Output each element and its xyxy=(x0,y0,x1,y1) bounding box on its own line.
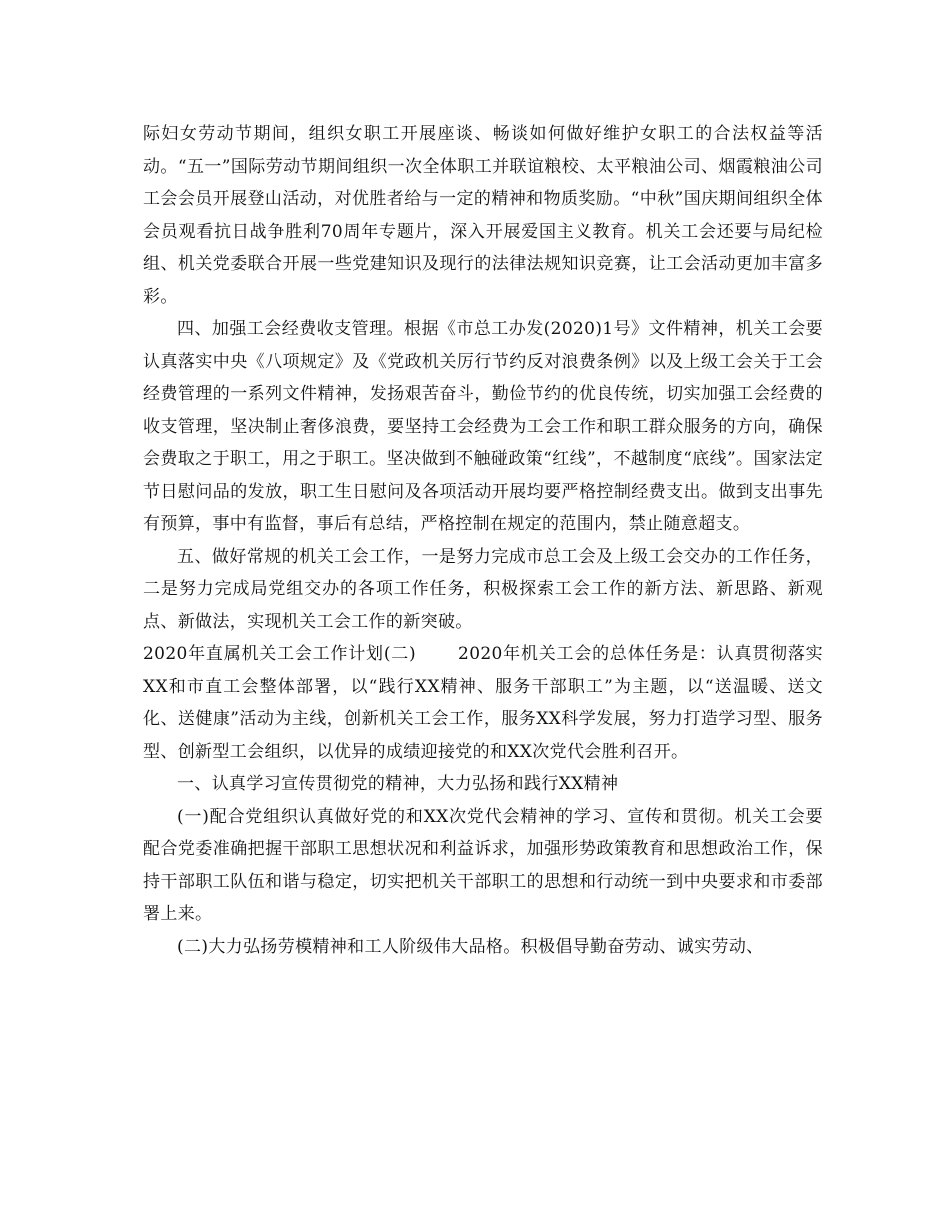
paragraph-model-worker-spirit: (二)大力弘扬劳模精神和工人阶级伟大品格。积极倡导勤奋劳动、诚实劳动、 xyxy=(177,936,764,957)
paragraph-routine-union-work: 五、做好常规的机关工会工作，一是努力完成市总工会及上级工会交办的工作任务，二是努力完成局党组交办的各项工作任务，积极探索工会工作的新方法、新思路、新观点、新做法，实现机关工会工作的新突破。 xyxy=(143,546,823,632)
section-plan-two xyxy=(143,638,823,768)
section-body: 2020年机关工会的总体任务是：认真贯彻落实XX和市直工会整体部署，以“践行XX精神、服务干部职工”为主题，以“送温暖、送文化、送健康”活动为主线，创新机关工会工作，服务XX科学发展，努力打造学习型、服务型、创新型工会组织，以优异的成绩迎接党的和XX次党代会胜利召开。 xyxy=(143,644,823,762)
paragraph-womens-day-activities: 际妇女劳动节期间，组织女职工开展座谈、畅谈如何做好维护女职工的合法权益等活动。“五一”国际劳动节期间组织一次全体职工并联谊粮校、太平粮油公司、烟霞粮油公司工会会员开展登山活动，对优胜者给与一定的精神和物质奖励。“中秋”国庆期间组织全体会员观看抗日战争胜利70周年专题片，深入开展爱国主义教育。机关工会还要与局纪检组、机关党委联合开展一些党建知识及现行的法律法规知识竞赛，让工会活动更加丰富多彩。 xyxy=(143,124,823,307)
section-title: 2020年直属机关工会工作计划(二) xyxy=(143,644,417,664)
paragraph-party-spirit: (一)配合党组织认真做好党的和XX次党代会精神的学习、宣传和贯彻。机关工会要配合党委准确把握干部职工思想状况和利益诉求，加强形势政策教育和思想政治工作，保持干部职工队伍和谐与稳定，切实把机关干部职工的思想和行动统一到中央要求和市委部署上来。 xyxy=(143,806,823,924)
paragraph-union-funds-management: 四、加强工会经费收支管理。根据《市总工办发(2020)1号》文件精神，机关工会要认真落实中央《八项规定》及《党政机关厉行节约反对浪费条例》以及上级工会关于工会经费管理的一系列文件精神，发扬艰苦奋斗，勤俭节约的优良传统，切实加强工会经费的收支管理，坚决制止奢侈浪费，要坚持工会经费为工会工作和职工群众服务的方向，确保会费取之于职工，用之于职工。坚决做到不触碰政策“红线”，不越制度“底线”。国家法定节日慰问品的发放，职工生日慰问及各项活动开展均要严格控制经费支出。做到支出事先有预算，事中有监督，事后有总结，严格控制在规定的范围内，禁止随意超支。 xyxy=(143,319,823,534)
paragraph-study-heading: 一、认真学习宣传贯彻党的精神，大力弘扬和践行XX精神 xyxy=(177,774,619,794)
document-body xyxy=(143,118,823,963)
